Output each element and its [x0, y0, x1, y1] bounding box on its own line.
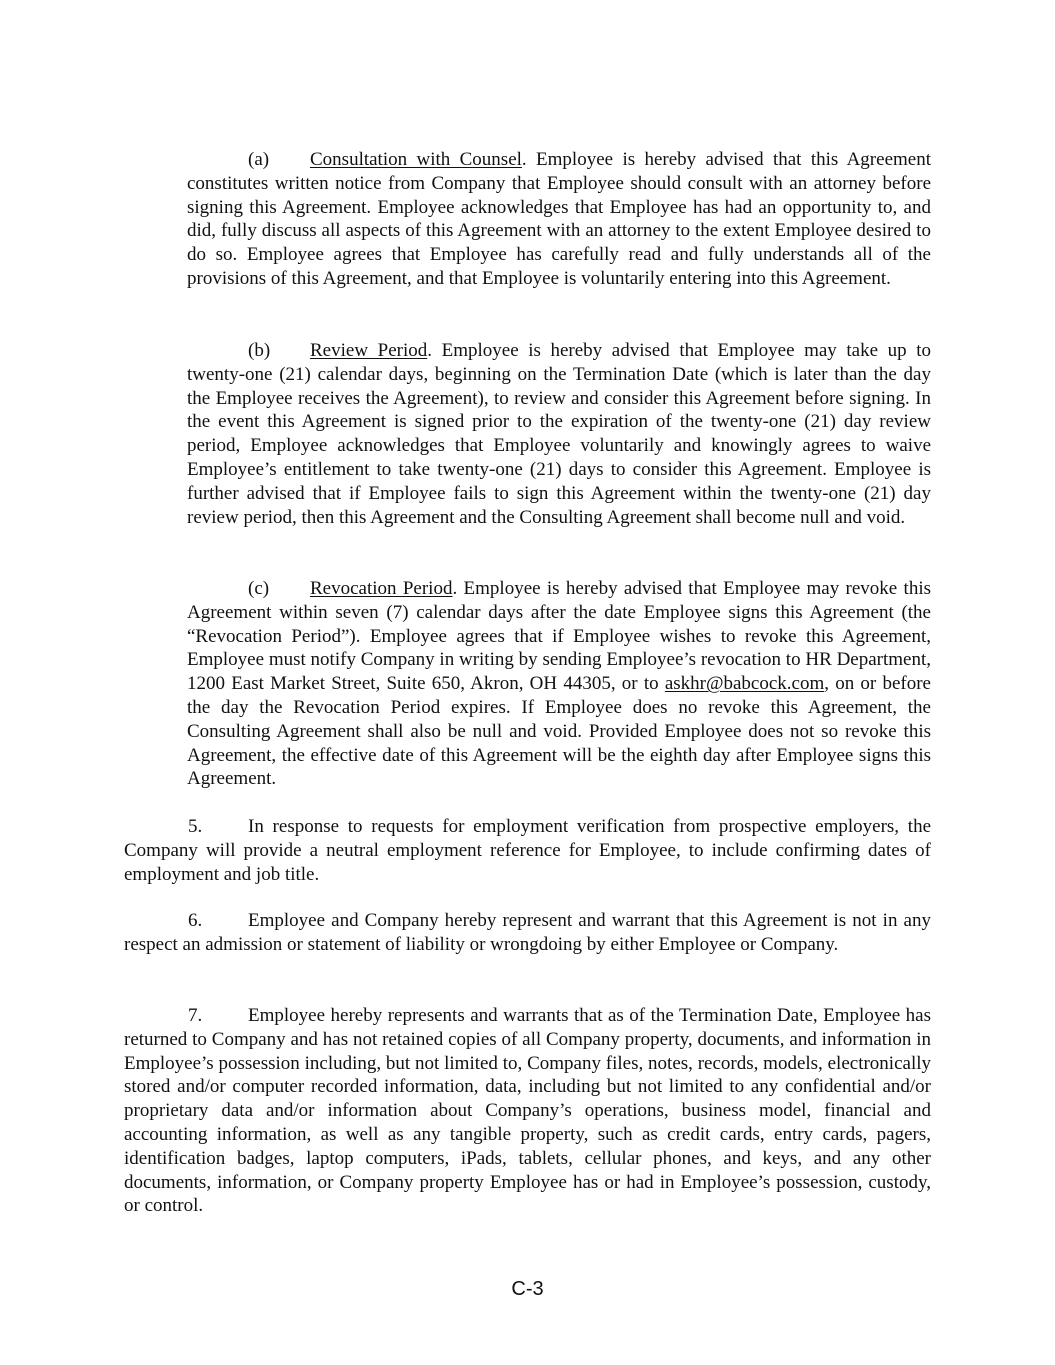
- paragraph-6: [124, 909, 931, 957]
- paragraph-5-text: In response to requests for employment verification from prospective employers, the Company will provide a neutral employment reference for Employee, to include confirming dates of employment and job title.: [124, 816, 931, 885]
- paragraph-5-number: 5.: [188, 816, 203, 837]
- paragraph-a-text: . Employee is hereby advised that this Agreement constitutes written notice from Company that Employee should consult with an attorney before signing this Agreement. Employee acknowledges that Employee has had an opportunity to, and did, fully discuss all aspects of this Agreement with an attorney to the extent Employee desired to do so. Employee agrees that Employee has carefully read and fully understands all of the provisions of this Agreement, and that Employee is voluntarily entering into this Agreement.: [187, 149, 931, 289]
- paragraph-7-text: Employee hereby represents and warrants that as of the Termination Date, Employee has returned to Company and has not retained copies of all Company property, documents, and information in Employee’s possession including, but not limited to, Company files, notes, records, models, electronically stored and/or computer recorded information, data, including but not limited to any confidential and/or proprietary data and/or information about Company’s operations, business model, financial and accounting information, as well as any tangible property, such as credit cards, entry cards, pagers, identification badges, laptop computers, iPads, tablets, cellular phones, and keys, and any other documents, information, or Company property Employee has or had in Employee’s possession, custody, or control.: [124, 1005, 931, 1217]
- revocation-email-link[interactable]: askhr@babcock.com: [664, 673, 825, 695]
- paragraph-b-text: . Employee is hereby advised that Employee may take up to twenty-one (21) calendar days, beginning on the Termination Date (which is later than the day the Employee receives the Agreement), to review and consider this Agreement before signing. In the event this Agreement is signed prior to the expiration of the twenty-one (21) day review period, Employee acknowledges that Employee voluntarily and knowingly agrees to waive Employee’s entitlement to take twenty-one (21) days to consider this Agreement. Employee is further advised that if Employee fails to sign this Agreement within the twenty-one (21) day review period, then this Agreement and the Consulting Agreement shall become null and void.: [187, 340, 932, 528]
- paragraph-5: [124, 815, 931, 886]
- paragraph-6-text: Employee and Company hereby represent and warrant that this Agreement is not in any respect an admission or statement of liability or wrongdoing by either Employee or Company.: [124, 910, 931, 955]
- paragraph-c-text-before: . Employee is hereby advised that Employee may revoke this Agreement within seven (7) calendar days after the date Employee signs this Agreement (the “Revocation Period”). Employee agrees that if Employee wishes to revoke this Agreement, Employee must notify Company in writing by sending Employee’s revocation to HR Department, 1200 East Market Street, Suite 650, Akron, OH 44305, or to: [187, 578, 931, 695]
- paragraph-a-heading: Consultation with Counsel: [310, 149, 522, 170]
- paragraph-7: [124, 1004, 931, 1218]
- paragraph-6-number: 6.: [188, 910, 203, 931]
- paragraph-b-heading: Review Period: [310, 340, 428, 361]
- paragraph-a-number: (a): [248, 149, 270, 170]
- paragraph-c: [187, 577, 931, 791]
- paragraph-c-text-after: , on or before the day the Revocation Period expires. If Employee does no revoke this Agreement, the Consulting Agreement shall also be null and void. Provided Employee does not so revoke this Agreement, the effective date of this Agreement will be the eighth day after Employee signs this Agreement.: [187, 673, 931, 790]
- paragraph-a: [187, 148, 931, 291]
- paragraph-b-number: (b): [248, 340, 271, 361]
- paragraph-b: [187, 339, 931, 529]
- paragraph-c-heading: Revocation Period: [310, 578, 453, 599]
- paragraph-c-number: (c): [248, 578, 270, 599]
- paragraph-7-number: 7.: [188, 1005, 203, 1026]
- page-number: C-3: [511, 1278, 544, 1300]
